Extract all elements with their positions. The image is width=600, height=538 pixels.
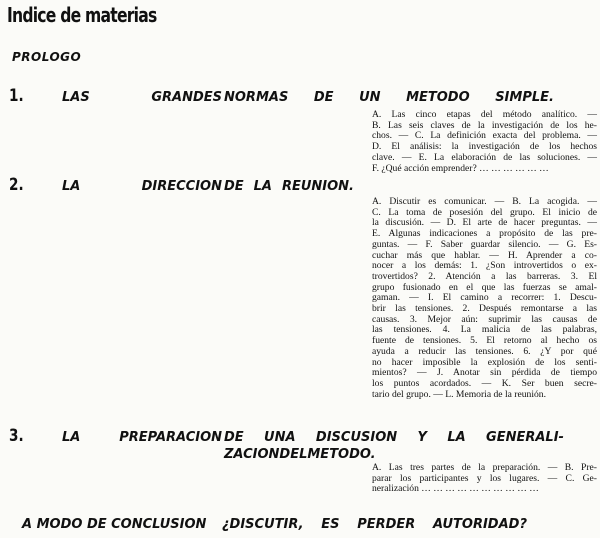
conclusion-heading-left: A MODO DE CONCLUSION: [22, 517, 207, 532]
heading-word: ¿DISCUTIR,: [222, 517, 304, 532]
heading-word: METODO.: [307, 447, 376, 462]
body-line: A. Discutir es comunicar. — B. La acogida. —: [372, 196, 597, 207]
section-2-heading-right: [224, 179, 354, 194]
heading-word: UNA: [264, 430, 296, 445]
body-line: gaman. — I. El camino a recorrer: 1. Descu-: [372, 292, 597, 304]
heading-word: GRANDES: [151, 90, 222, 105]
body-line: grupo fusionado en el que las fuerzas se amal-: [372, 281, 597, 293]
body-line: E. Algunas indicaciones a propósito de las pre-: [372, 228, 597, 240]
heading-word: LA: [447, 430, 466, 445]
section-1-heading-right: [224, 90, 554, 105]
section-2-heading-left: [62, 179, 222, 194]
body-line: mientos? — J. Anotar sin pérdida de tiempo: [372, 367, 597, 379]
page-title: Indice de materias: [7, 3, 157, 27]
body-line: A. Las cinco etapas del método analítico. —: [372, 109, 597, 120]
section-1-heading-left: [62, 90, 222, 105]
heading-word: DIRECCION: [141, 179, 222, 194]
heading-word: DISCUSION: [315, 430, 398, 445]
section-3-heading-left: [62, 430, 222, 445]
body-line: tario del grupo. — L. Memoria de la reunión.: [372, 388, 546, 400]
body-line: no hacer imposible la explosión de los senti-: [372, 356, 597, 368]
heading-word: NORMAS: [224, 90, 289, 105]
heading-word: GENERALI-: [486, 430, 564, 445]
body-line: D. El análisis: la investigación de los hechos: [372, 141, 597, 153]
heading-word: AUTORIDAD?: [433, 517, 527, 532]
body-line: la discusión. — D. El arte de hacer preguntas. —: [372, 217, 597, 229]
prologo-heading: PROLOGO: [12, 50, 82, 64]
body-line: las tensiones. 4. La malicia de las palabras,: [372, 324, 597, 336]
heading-word: METODO: [406, 90, 470, 105]
section-1-body: [372, 110, 597, 174]
section-3-heading-right-line-2: [224, 447, 376, 462]
body-line: trovertidos? 2. Atención a las barreras. 3. El: [372, 270, 597, 282]
heading-word: ZACION: [224, 447, 280, 462]
body-line: parar los participantes y los lugares. — C. Ge-: [372, 472, 597, 484]
section-3-heading-right: [224, 430, 564, 445]
section-3-number: 3.: [9, 426, 24, 446]
heading-word: DE: [224, 430, 244, 445]
heading-word: SIMPLE.: [495, 90, 554, 105]
conclusion-heading-right: [222, 517, 527, 532]
heading-word: LA: [253, 179, 272, 194]
body-line: ayuda a reducir las tensiones. 6. ¿Y por qué: [372, 345, 597, 357]
body-line: nocer a los demás: 1. ¿Son introvertidos o ex-: [372, 260, 597, 272]
section-3-body: [372, 463, 597, 495]
body-line: causas. 3. Mejor aún: suprimir las causas de: [372, 313, 597, 325]
body-line: fuente de tensiones. 5. El retorno al hecho os: [372, 335, 597, 347]
body-line: neralización … … … … … … … … … …: [372, 483, 539, 495]
heading-word: DE: [313, 90, 334, 105]
body-line: cuchar más que hablar. — H. Aprender a co-: [372, 249, 597, 261]
body-line: A. Las tres partes de la preparación. — B. Pre-: [372, 462, 597, 473]
heading-word: LAS: [62, 90, 90, 105]
body-line: brir las tensiones. 2. Después remontarse a las: [372, 303, 597, 315]
heading-word: UN: [359, 90, 381, 105]
section-1-number: 1.: [9, 86, 24, 106]
body-line: los puntos acordados. — K. Ser buen secre-: [372, 377, 597, 389]
heading-word: LA: [62, 430, 81, 445]
body-line: B. Las seis claves de la investigación de los he-: [372, 119, 597, 131]
heading-word: DEL: [279, 447, 308, 462]
heading-word: PERDER: [357, 517, 416, 532]
heading-word: PREPARACION: [119, 430, 222, 445]
heading-word: DE: [224, 179, 244, 194]
section-2-number: 2.: [9, 175, 24, 195]
body-line: guntas. — F. Saber guardar silencio. — G. Es-: [372, 238, 597, 250]
heading-word: REUNION.: [281, 179, 354, 194]
heading-word: Y: [417, 430, 427, 445]
body-line: F. ¿Qué acción emprender? … … … … … …: [372, 162, 549, 174]
heading-word: LA: [62, 179, 81, 194]
section-2-body: [372, 197, 597, 400]
heading-word: ES: [321, 517, 340, 532]
body-line: clave. — E. La elaboración de las soluciones. —: [372, 151, 597, 163]
body-line: C. La toma de posesión del grupo. El inicio de: [372, 206, 597, 218]
body-line: chos. — C. La definición exacta del problema. —: [372, 130, 597, 142]
